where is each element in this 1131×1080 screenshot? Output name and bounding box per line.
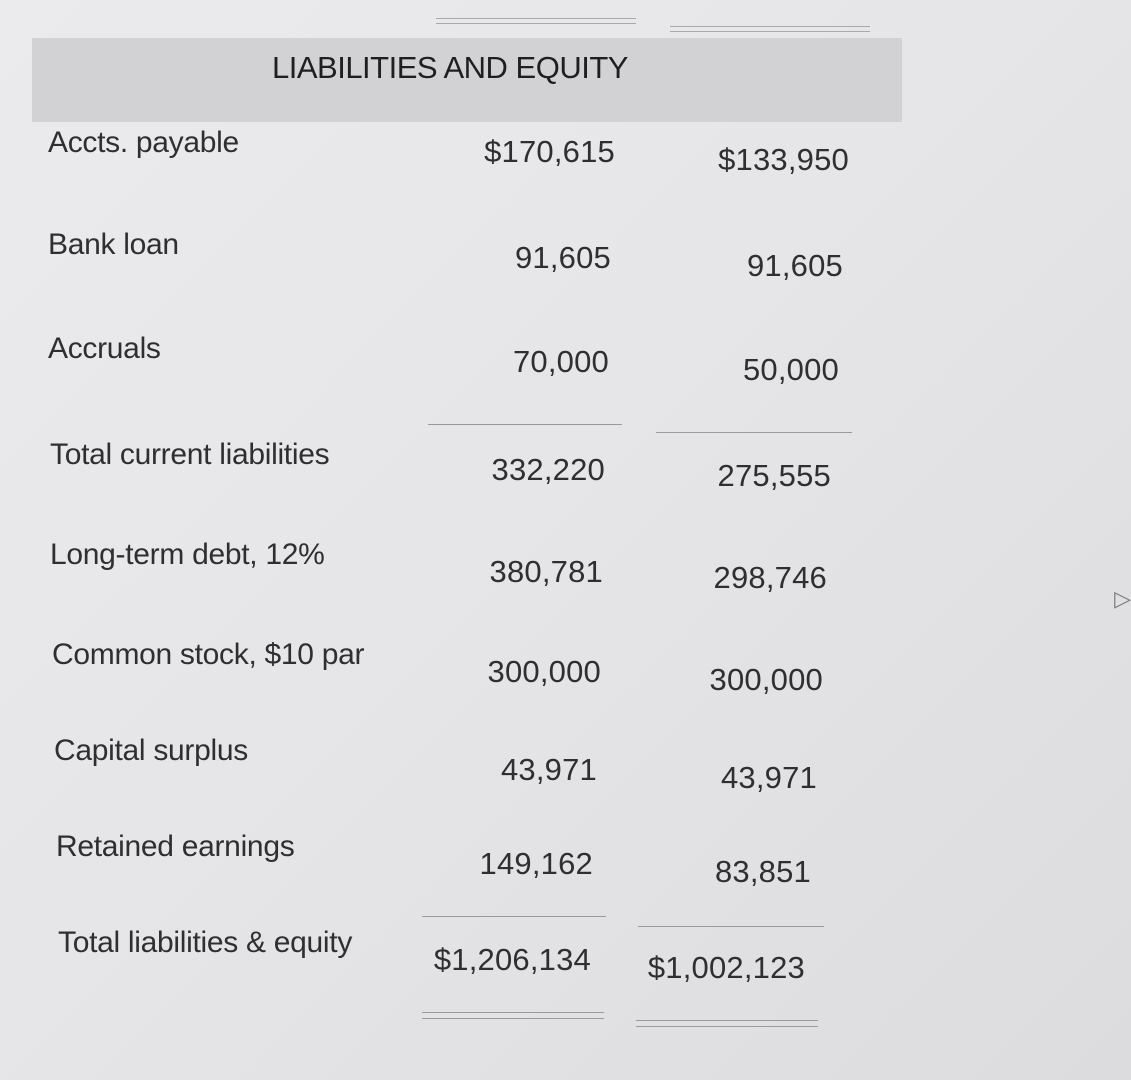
row-label-long-term-debt: Long-term debt, 12% <box>50 538 325 571</box>
amount-capital-surplus-col1: 43,971 <box>500 752 597 787</box>
amount-common-stock-col1: 300,000 <box>487 654 601 689</box>
section-title: LIABILITIES AND EQUITY <box>272 50 628 85</box>
header-rule-col2 <box>670 26 870 27</box>
amount-accounts-payable-col2: $133,950 <box>718 142 849 177</box>
amount-bank-loan-col1: 91,605 <box>514 240 611 275</box>
amount-retained-earnings-col2: 83,851 <box>714 854 811 889</box>
amount-common-stock-col2: 300,000 <box>709 662 823 697</box>
amount-accounts-payable-col1: $170,615 <box>484 134 615 169</box>
row-label-total-liabilities-equity: Total liabilities & equity <box>58 926 353 959</box>
total-rule-col1 <box>422 916 606 917</box>
amount-capital-surplus-col2: 43,971 <box>720 760 817 795</box>
row-label-capital-surplus: Capital surplus <box>54 734 248 767</box>
amount-total-liabilities-equity-col1: $1,206,134 <box>433 942 591 977</box>
amount-retained-earnings-col1: 149,162 <box>479 846 593 881</box>
amount-total-liabilities-equity-col2: $1,002,123 <box>647 950 805 985</box>
amount-total-current-liabilities-col2: 275,555 <box>717 458 831 493</box>
subtotal-rule-col2 <box>656 432 852 433</box>
amount-accruals-col1: 70,000 <box>512 344 609 379</box>
row-label-retained-earnings: Retained earnings <box>56 830 295 863</box>
row-label-accruals: Accruals <box>48 332 161 365</box>
row-label-accounts-payable: Accts. payable <box>48 126 239 159</box>
row-label-bank-loan: Bank loan <box>48 228 179 261</box>
double-underline-col2 <box>636 1020 818 1021</box>
subtotal-rule-col1 <box>428 424 622 425</box>
row-label-total-current-liabilities: Total current liabilities <box>50 438 330 471</box>
header-rule-col1 <box>436 18 636 19</box>
cursor-icon: ▷ <box>1114 586 1131 611</box>
total-rule-col2 <box>638 926 824 927</box>
amount-bank-loan-col2: 91,605 <box>746 248 843 283</box>
double-underline-col1 <box>422 1012 604 1013</box>
amount-total-current-liabilities-col1: 332,220 <box>491 452 605 487</box>
amount-accruals-col2: 50,000 <box>742 352 839 387</box>
amount-long-term-debt-col2: 298,746 <box>713 560 827 595</box>
amount-long-term-debt-col1: 380,781 <box>489 554 603 589</box>
row-label-common-stock: Common stock, $10 par <box>52 638 365 671</box>
